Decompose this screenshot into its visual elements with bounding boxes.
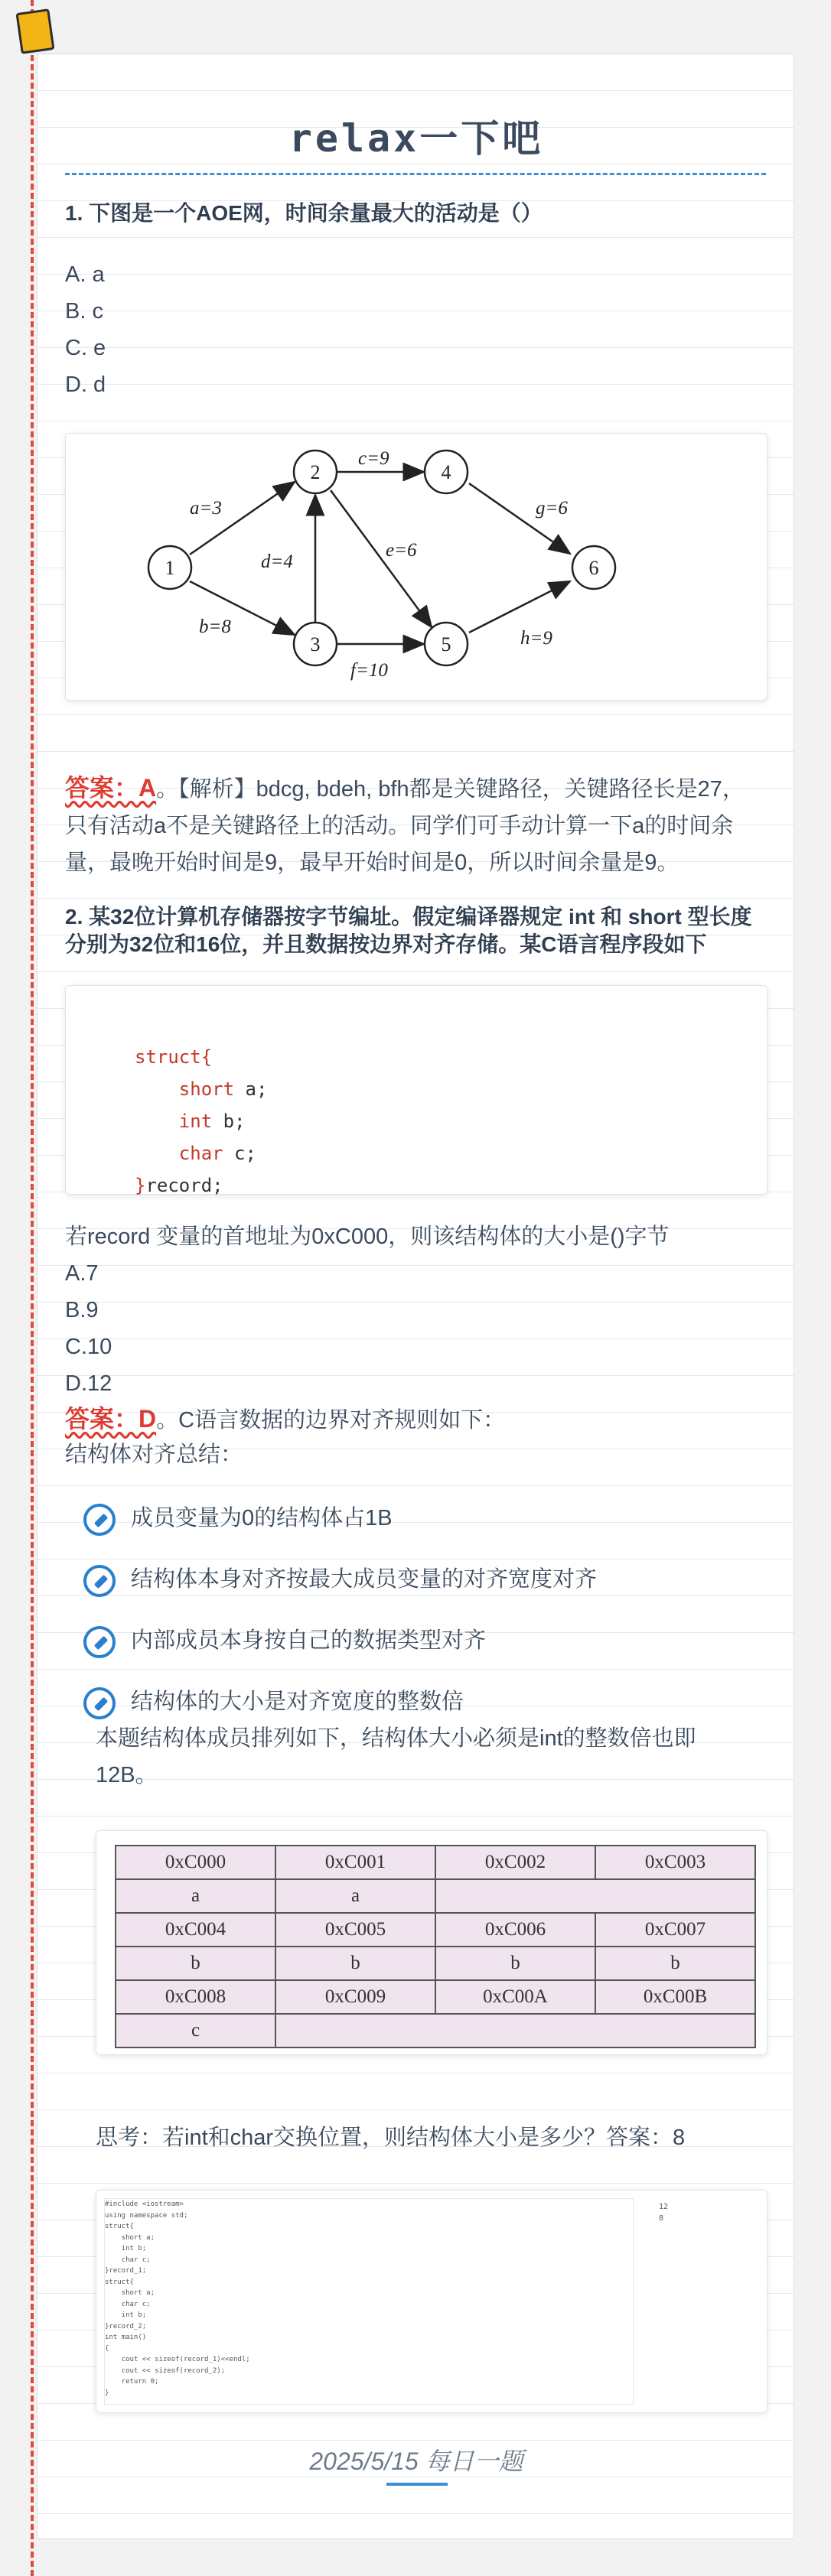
table-cell: a [275, 1879, 435, 1913]
table-cell: c [116, 2014, 275, 2047]
question-1: 1. 下图是一个AOE网，时间余量最大的活动是（） [65, 201, 543, 225]
ide-output-line: 12 [659, 2203, 669, 2211]
node-3-label: 3 [310, 633, 321, 655]
q2-option-b: B.9 [65, 1298, 99, 1322]
ide-line: char c; [105, 2300, 151, 2308]
q2-answer-text: 。C语言数据的边界对齐规则如下： [156, 1408, 506, 1433]
q2-option-d: D.12 [65, 1371, 112, 1396]
table-cell: 0xC006 [435, 1913, 595, 1947]
pencil-icon [83, 1504, 116, 1536]
table-cell: 0xC008 [116, 1980, 275, 2014]
q2-option-c: C.10 [65, 1335, 112, 1359]
node-5-label: 5 [441, 633, 451, 655]
table-cell: 0xC002 [435, 1846, 595, 1879]
ide-screenshot-card [96, 2190, 767, 2413]
bullet-2: 结构体本身对齐按最大成员变量的对齐宽度对齐 [131, 1567, 598, 1592]
ide-line: cout << sizeof(record_2); [105, 2366, 226, 2375]
q1-option-c: C. e [65, 336, 106, 360]
table-row [116, 2014, 755, 2047]
edge-label-h: h=9 [520, 628, 552, 649]
ide-line: char c; [105, 2256, 151, 2264]
code-block [135, 1009, 267, 1202]
table-cell: b [275, 1947, 435, 1980]
q2-answer-label: 答案：D [65, 1405, 157, 1433]
table-cell: 0xC000 [116, 1846, 275, 1879]
node-4-label: 4 [441, 461, 451, 483]
table-cell: 0xC009 [275, 1980, 435, 2014]
q1-option-b: B. c [65, 299, 103, 324]
edge-label-b: b=8 [199, 616, 231, 637]
code-record-name: record; [145, 1175, 223, 1196]
bookmark-icon [15, 8, 54, 54]
ide-line: int main() [105, 2334, 147, 2341]
table-cell: b [116, 1947, 275, 1980]
table-cell: b [595, 1947, 755, 1980]
code-member-a: a; [234, 1078, 268, 1100]
code-char-kw: char [178, 1143, 223, 1164]
aoe-graph-card [65, 433, 767, 701]
ide-line: struct{ [105, 2223, 134, 2230]
q2-prompt: 若record 变量的首地址为0xC000，则该结构体的大小是()字节 [65, 1225, 670, 1249]
table-row [116, 1913, 755, 1947]
thinking-question: 思考：若int和char交换位置，则结构体大小是多少？答案：8 [96, 2126, 686, 2150]
paper [37, 54, 794, 2539]
question-2: 2. 某32位计算机存储器按字节编址。假定编译器规定 int 和 short 型长度分别为32位和16位，并且数据按边界对齐存储。某C语言程序段如下 [65, 905, 752, 956]
ide-line: int b; [105, 2245, 147, 2252]
summary-title: 结构体对齐总结： [65, 1442, 243, 1467]
table-cell: 0xC00A [435, 1980, 595, 2014]
aoe-graph [66, 434, 767, 700]
ide-editor [104, 2198, 634, 2405]
code-member-c: c; [223, 1143, 256, 1164]
table-cell-empty [435, 1879, 755, 1913]
edge-label-f: f=10 [350, 660, 388, 681]
node-2-label: 2 [310, 461, 321, 483]
memory-table-card [96, 1830, 767, 2055]
ide-line: }record_2; [105, 2322, 147, 2330]
table-cell: b [435, 1947, 595, 1980]
ide-line: }record_1; [105, 2267, 147, 2275]
table-cell: 0xC007 [595, 1913, 755, 1947]
page-title: relax一下吧 [288, 116, 544, 161]
bullet-4: 结构体的大小是对齐宽度的整数倍 [131, 1690, 464, 1714]
pencil-icon [83, 1565, 116, 1597]
ide-line: return 0; [105, 2378, 159, 2386]
graph-edges [190, 472, 570, 644]
edge-label-a: a=3 [190, 498, 222, 519]
ide-line: using namespace std; [105, 2211, 188, 2220]
ide-line: { [105, 2344, 109, 2353]
ide-line: short a; [105, 2289, 155, 2297]
footer-underline [386, 2483, 448, 2486]
q2-option-a: A.7 [65, 1261, 99, 1286]
ide-line: short a; [105, 2233, 155, 2242]
edge-h [469, 581, 570, 633]
q1-option-a: A. a [65, 262, 105, 287]
bullet-3: 内部成员本身按自己的数据类型对齐 [131, 1628, 487, 1653]
footer-date: 2025/5/15 每日一题 [309, 2448, 523, 2475]
ide-line: } [105, 2389, 109, 2397]
code-member-b: b; [212, 1111, 246, 1132]
ide-output-line: 8 [659, 2214, 664, 2223]
table-row [116, 1980, 755, 2014]
table-cell: 0xC005 [275, 1913, 435, 1947]
edge-label-e: e=6 [386, 540, 417, 561]
table-row [116, 1947, 755, 1980]
pencil-icon [83, 1626, 116, 1658]
table-cell: 0xC004 [116, 1913, 275, 1947]
q2-explanation: 本题结构体成员排列如下，结构体大小必须是int的整数倍也即12B。 [96, 1726, 696, 1787]
code-card [65, 985, 767, 1195]
code-close-brace: } [135, 1175, 146, 1196]
code-struct-kw: struct{ [135, 1046, 213, 1068]
q1-option-d: D. d [65, 372, 106, 397]
pencil-icon [83, 1687, 116, 1719]
table-cell: 0xC00B [595, 1980, 755, 2014]
node-6-label: 6 [588, 557, 599, 579]
q1-answer-label: 答案：A [65, 774, 157, 802]
table-cell-empty [275, 2014, 755, 2047]
table-cell: 0xC003 [595, 1846, 755, 1879]
bullet-1: 成员变量为0的结构体占1B [131, 1506, 393, 1530]
table-row [116, 1846, 755, 1879]
q2-answer [65, 1400, 765, 1439]
node-1-label: 1 [165, 557, 175, 579]
memory-table [115, 1845, 756, 2048]
q1-answer [65, 769, 765, 881]
ide-line: struct{ [105, 2278, 134, 2286]
ide-line: cout << sizeof(record_1)<<endl; [105, 2356, 250, 2363]
ide-output [659, 2201, 668, 2224]
edge-label-d: d=4 [261, 551, 293, 572]
margin-line [31, 0, 34, 2576]
edge-label-g: g=6 [536, 498, 568, 519]
q1-answer-text: 。【解析】bdcg, bdeh, bfh都是关键路径，关键路径长是27，只有活动a不是关键路径上的活动。同学们可手动计算一下a的时间余量，最晚开始时间是9，最早开始时间是0，所以时间余量是9。 [65, 777, 745, 875]
code-short-kw: short [178, 1078, 235, 1100]
edge-label-c: c=9 [358, 448, 389, 469]
title-divider [65, 173, 766, 175]
ide-line: #include <iostream> [105, 2200, 184, 2208]
table-cell: 0xC001 [275, 1846, 435, 1879]
table-row [116, 1879, 755, 1913]
ide-line: int b; [105, 2311, 147, 2319]
code-int-kw: int [178, 1111, 213, 1132]
edge-g [469, 483, 570, 554]
table-cell: a [116, 1879, 275, 1913]
